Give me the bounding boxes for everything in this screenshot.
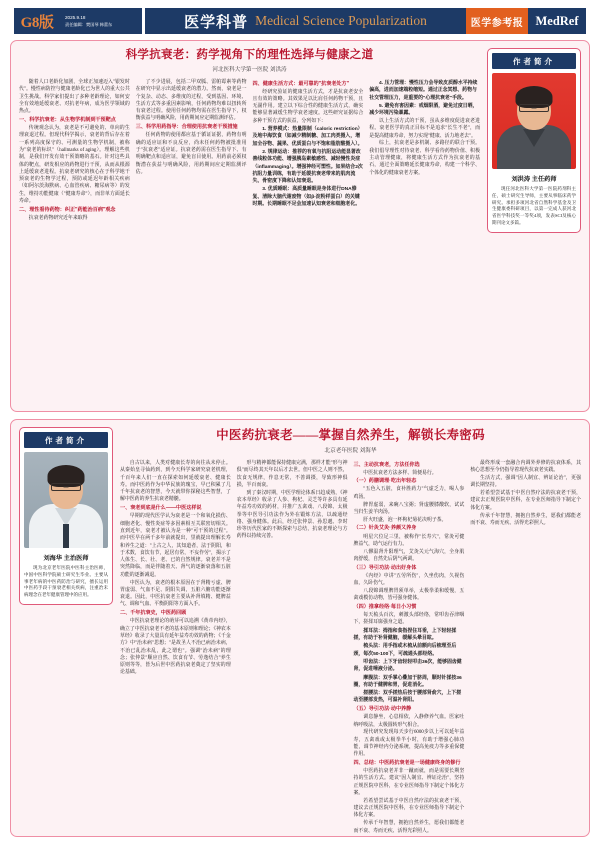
body-paragraph: 每天梳头百次，刺激头部经络，常叩齿吞津咽下，搓揉耳廓强身之道。 [353, 613, 465, 626]
text-column [354, 460, 465, 835]
section-heading: 3. 优质睡眠：高质量睡眠是身体进行DNA修复、清除大脑代谢废物（如β-淀粉样蛋白）的关键时期。长期睡眠不足会加速认知衰老和细胞老化。 [252, 187, 361, 208]
text-column [470, 460, 581, 835]
bio-author-text: 现任河北医科大学第一医院药剂科主任，硕士研究生导师，主要从事临床药学研究。承担多项河北省自然科学基金及卫生健康委科研项目，以第一完成人获河北省医学科技奖一等奖4项，发表SCI及核心期刊论文多篇。 [492, 186, 576, 225]
text-column [253, 79, 364, 223]
body-paragraph: 了不少进展，包括二甲双胍、雷帕霉素等药物在研究中显示出延缓衰老的潜力。然而，衰老是一个复杂、动态、多维度的过程，受到基因、环境、生活方式等多重因素影响，任何药物均难以扭转所有衰老过程。使用任何药物均需在医生指导下，权衡获益与明确风险，用药期间应定期监测评估。 [135, 80, 247, 122]
text-column [19, 79, 130, 223]
body-paragraph: 传承千年智慧，拥抱自然养生，愿我们都能老而不衰、寿而无疾、活得光彩照人。 [353, 821, 465, 834]
article-1 [10, 40, 590, 412]
section-heading: 三、主动抗衰老，方法任你选 [353, 461, 420, 468]
body-paragraph: 综上，抗衰老是多机制、多路径的联合干预。我们倡导理性对待衰老、科学看待药物价值、积极主动管理健康，将健康生活方式作为抗衰老的基石，通过全面策略延长健康寿命，构建一个科学、个体化的健康衰老方案。 [369, 141, 480, 176]
body-paragraph: 早期的现代医学认为衰老是一个和氧化损伤、细胞老化、慢性炎症等多因素相互关联密切相关。直到近年，衰老才被认为是一种"可干预的过程"。而中医早在两千多年前就提出，里就提出理解长寿和养生之道："上古之人，其知道者，法于阴阳，和于术数，食饮有节，起居有常，不妄作劳"，揭示了人体生、长、壮、老、已的自然规律。衰老并不是突然降临，而是伴随着天、肾气的逐渐衰落和五脏功能的逐渐减退。 [120, 514, 231, 578]
section-heading: 一、衰老到底是什么——中医这样说 [120, 505, 202, 512]
body-paragraph: 明星穴位足三里，被称作"长寿穴"，常灸可健脾益气，助气运行有力。 [353, 534, 465, 547]
body-paragraph: 若希望尝试基于中医自然疗法的抗衰老干预，建议去正规医院中医科，在专业医师指导下制定个体化方案。 [470, 491, 581, 511]
bio-author-name: 刘洪涛 主任药师 [511, 176, 557, 183]
article-2-title: 中医药抗衰老——掌握自然养生，解锁长寿密码 [216, 428, 485, 442]
body-paragraph: 生活方式，强调"因人制宜、辨证论治"，更强调长期坚持。 [470, 476, 581, 489]
newspaper-page [0, 8, 600, 861]
section-heading: 搓腰法：双手搓热后按于腰部肾俞穴，上下搓动至腰部发热，可温补肾阳。 [353, 691, 462, 704]
section-heading: 梳头法：用手指或木梳从前额向后梳理至后颈，每次50-100下，可疏通头部经络。 [353, 644, 457, 657]
masthead-title-en: Medical Science Popularization [255, 13, 427, 28]
body-paragraph: 现代研究发现每天步行6000步以上可以延年益寿，五禽戏或太极拳半小时，有助于增强心肺功能，调节神经内分泌系统，提高免疫力等多重保健作用。 [353, 730, 465, 758]
section-heading: （一）药膳调理·吃出年轻态 [353, 478, 417, 485]
section-heading: 5. 避免有害因素：戒烟限酒，避免过度日晒，减少环境污染暴露。 [369, 103, 478, 117]
edition-badge: G8版 [14, 8, 60, 34]
responsible-editors: 责任编辑：樊国琴 韩蕾东 [65, 22, 113, 27]
body-paragraph: 若希望尝试基于中医自然疗法的抗衰老干预，建议去正规医院中医科，在专业医师指导下制定个体化方案。 [353, 798, 465, 819]
bio-author-name: 刘海华 主治医师 [43, 555, 89, 562]
body-paragraph: 抗衰老药物研究近年来取得 [28, 215, 88, 221]
body-paragraph: 肝火旺盛，泡一杯枸杞菊花决明子茶。 [363, 517, 447, 523]
body-paragraph: "五色入五脏，食补胜药力"气虚乏力，喝人参鸡汤。 [353, 487, 465, 500]
date-editor-block [60, 8, 142, 34]
section-heading: 四、总结：中医药抗衰老是一场健康终身的修行 [353, 760, 461, 767]
brand-name-cn: 医学参考报 [466, 8, 528, 34]
section-heading: 一、科学抗衰老：从生物学机制到干预靶点 [19, 116, 116, 123]
section-heading: 四、健康生活方式：最可靠的"抗衰老处方" [252, 80, 350, 87]
section-heading: 揉耳法：拇指和食指捏住耳垂，上下轻轻揉搓，有助于补肾健脑，缓解头晕目眩。 [353, 628, 457, 642]
publication-date: 2025.9.18 [65, 15, 86, 20]
body-paragraph: 中医抗衰老理论的萌芽可以追溯《黄帝内经》，确立了中医抗衰老不老的基本原则和理论；《神农本草经》收录了大量具有延年益寿功效的药物；《千金方》中"治未病"思想；"是故圣人不治已病治未病，不治已乱治未乱，此之谓也"。强调"治未病"的理念；张仲景"顺应自然、饮食有节、劳逸结合"养生原则等等，皆为后世中医药抗衰老奠定了坚实的理论基础。 [120, 619, 231, 676]
body-paragraph: 中医认为，衰老的根本原因在于肾精亏虚、脾胃虚弱、气血不足、阴阳失调，五脏六腑功能逐渐衰退。因此，中医抗衰老主要从补肾填精、健脾益气、调和气血、平衡阴阳等方面入手。 [120, 580, 231, 608]
article-1-author-bio [487, 48, 581, 233]
body-paragraph: 经研究验证的健康生活方式，才是抗衰老安全且有效的策略。其效果足以比肩任何药物干预，且无副作用。建立以下综合性的健康生活方式，确实能够显著减缓生物学衰老速度。这些研究证据综合多种干预方式的获益，分列如下： [252, 89, 364, 124]
article-1-title: 科学抗衰老：药学视角下的理性选择与健康之道 [125, 49, 374, 61]
body-paragraph: 任何药物的使用都应基于循证证据，药物有明确的适应证和不良反应，尚未任何药物被批准用于"抗衰老"适应证。抗衰老药需在医生指导下、有明确靶点和适应证，避免盲目使用。用药前必须权衡潜在获益与明确风险，用药期间应定期监测评估。 [135, 133, 247, 175]
body-paragraph: 传承千年智慧，拥抱自然养生，愿我们都能老而不衰、寿而无疾、活得光彩照人。 [470, 513, 581, 526]
text-column [136, 79, 247, 223]
body-paragraph: 以上生活方式的干预，虽从多维度促进衰老进程。衰老医学的真正目标不是追求"长生不老"，而是提高健康寿命，努力实现"健康、活力地老去"。 [369, 118, 480, 139]
section-heading: （四）推拿经络·每日小习惯 [353, 604, 417, 611]
section-heading: （三）导引功法·动出好身体 [353, 564, 417, 571]
bio-author-text: 现为北京老年医院中医科主治医师，中国中医科学院硕士研究生毕业。主要从事老年病的中医药防治与研究，擅长运用中医药手段干预衰老相关疾病，注重治未病理念在老年健康管理中的应用。 [24, 565, 108, 598]
section-heading: 4. 压力管理：慢性压力会导致皮质醇水平持续偏高，进而加速端粒缩短。通过正念冥想、药物与社交管理压力，是重要的"心理抗衰老"手段。 [369, 81, 478, 101]
body-paragraph: 随着人口老龄化加剧，全球正加速迈入"银发时代"。慢性病防控与健康老龄化已为世人的重大公共卫生挑战。科学家们提出了多种老龄理论，如何安全有效地延缓衰老、对抗老年病，成为医学领域的热点。 [19, 80, 130, 115]
body-paragraph: 中医药抗衰老并非一蹴而就，而是需要长期坚持的生活方式。建议"因人制宜、辨证论治"，坚持正规医院中医科，在专业医师指导下制定个体化方案。 [353, 769, 465, 797]
body-paragraph: 中医抗衰老方法多样、简便易行。 [363, 470, 437, 476]
author-photo [492, 73, 576, 169]
body-paragraph: 最终形成一套融合内调外养修的抗衰体系，其核心思想至今仍指导着现代抗衰老实践。 [470, 461, 581, 474]
section-heading: 摩腹法：双手掌心叠加于脐周，顺时针揉按36圈，有助于健脾和胃，促进消化。 [353, 675, 462, 688]
body-paragraph: 到了秦汉时期，中医学理论体系日趋成熟，《神农本草经》收录了人参、枸杞、灵芝等许多具有延年益寿功效的药材，并推广五禽戏、八段锦、太极拳等中医导引功法作为外在锻炼方法，以疏通经络、强身健体。此后，经过张仲景、孙思邈、李时珍等历代医家的不断探索与总结，抗衰老理论与方药得以持续完善。 [236, 490, 348, 540]
body-paragraph: 形与精神都能保持健康完满，那样才能"形与神俱"而尽终其天年以后才去世。但中医之人则不然，饮食无规律，作息无常，不善调摄，导致形神俱损，半百而衰。 [236, 461, 348, 488]
body-paragraph: 八髎温肾升阳理气，艾灸关元气海穴，全身肌肉舒缓，自然先后阴气两调。 [353, 549, 465, 562]
article-1-columns [19, 79, 480, 223]
article-2-author-bio [19, 427, 113, 605]
section-heading: 2. 规律运动：推荐的有氧与抗阻运动能显著改善线粒体功能、增强胰岛素敏感性、减轻慢性炎症（inflammaging）。增强神经可塑性。如果结合2次抗阻力量训练，有助于延缓抗衰老带来的肌肉流失、骨密度下降和认知衰退。 [252, 149, 363, 185]
article-1-byline: 河北医科大学第一医院 刘洪涛 [212, 67, 287, 73]
brand-name-en: MedRef [528, 8, 586, 34]
text-column [237, 460, 348, 835]
article-2-columns [120, 460, 581, 835]
masthead-title-cn: 医学科普 [184, 14, 249, 31]
section-heading: （二）针灸艾灸·养颜又养身 [353, 525, 417, 532]
body-paragraph: 脾胃虚弱，来碗八宝粥；肾虚腰膝酸软，试试当归生姜羊肉汤。 [353, 502, 465, 515]
article-2-byline: 北京老年医院 刘海华 [324, 448, 377, 454]
body-paragraph: 传统观念认为，衰老是不可避免的、单向的生理衰退过程。但现代科学揭示，衰老的背后存在着一系列高度保守的、可测量的生物学机制，被称为"衰老的标识"（hallmarks of aging）。理解这些机制，是我们开发有效干预策略的基石。针对这些具体的靶点，研发相应的药物进行干预，从而从根源上延缓衰老进程。抗衰老研究的核心在于科学地干预衰老的生物学过程，预防或延迟年龄相关疾病（如阿尔茨海默病、心血管疾病、糖尿病等）的发生，维持功能健康（"健康寿命"），而非单方面延长寿命。 [19, 126, 130, 205]
body-paragraph: 八段锦调理脾胃须单举，太极拳柔和缓慢，五禽戏模仿动物，皆可强身健体。 [353, 588, 465, 602]
article-2 [10, 419, 590, 837]
body-paragraph: 调息静坐，心息相依，入静修养气血。医家吐纳呼吸法，太极圆转形气相合。 [353, 715, 465, 728]
masthead-title [145, 8, 466, 34]
section-heading: （五）导引功法·动中养静 [353, 706, 412, 713]
text-column [120, 460, 231, 835]
author-photo [24, 452, 108, 548]
bio-header: 作者简介 [492, 53, 576, 69]
text-column [369, 79, 480, 223]
section-heading: 叩齿法：上下牙齿轻轻叩击36次，能够固齿健肾，促进唾液分泌。 [353, 659, 462, 673]
masthead [14, 8, 586, 34]
section-heading: 三、科学用药指导：合理使用抗衰老干预措施 [135, 124, 238, 131]
body-paragraph: 自古以来，人类对健康长寿的向往从未停止。从秦始皇寻仙药到，到今天科学家研究衰老机理，千百年来人们一直在探索如何延缓衰老、健康长寿。而中医药作为中华民族的瑰宝，早已积累了几千年抗衰老的智慧，今天就带你探秘这些智慧，了解中医药的养生抗衰老精髓。 [120, 461, 231, 503]
section-heading: 二、理性看待药物：纠正"药能治百病"观念 [19, 206, 116, 213]
section-heading: 1. 营养模式：热量限制（caloric restriction）及地中海饮食（如减少精制糖、加工肉类摄入，增加全谷物、蔬果、优质蛋白与不饱和脂肪酸摄入）。 [252, 127, 363, 147]
section-heading: 二、千年抗衰史，中医药回顾 [120, 610, 187, 617]
body-paragraph: 《内经》中讲"五劳所伤"，久坐伤肉，久视伤血，久卧伤气。 [353, 573, 465, 587]
bio-header: 作者简介 [24, 432, 108, 448]
